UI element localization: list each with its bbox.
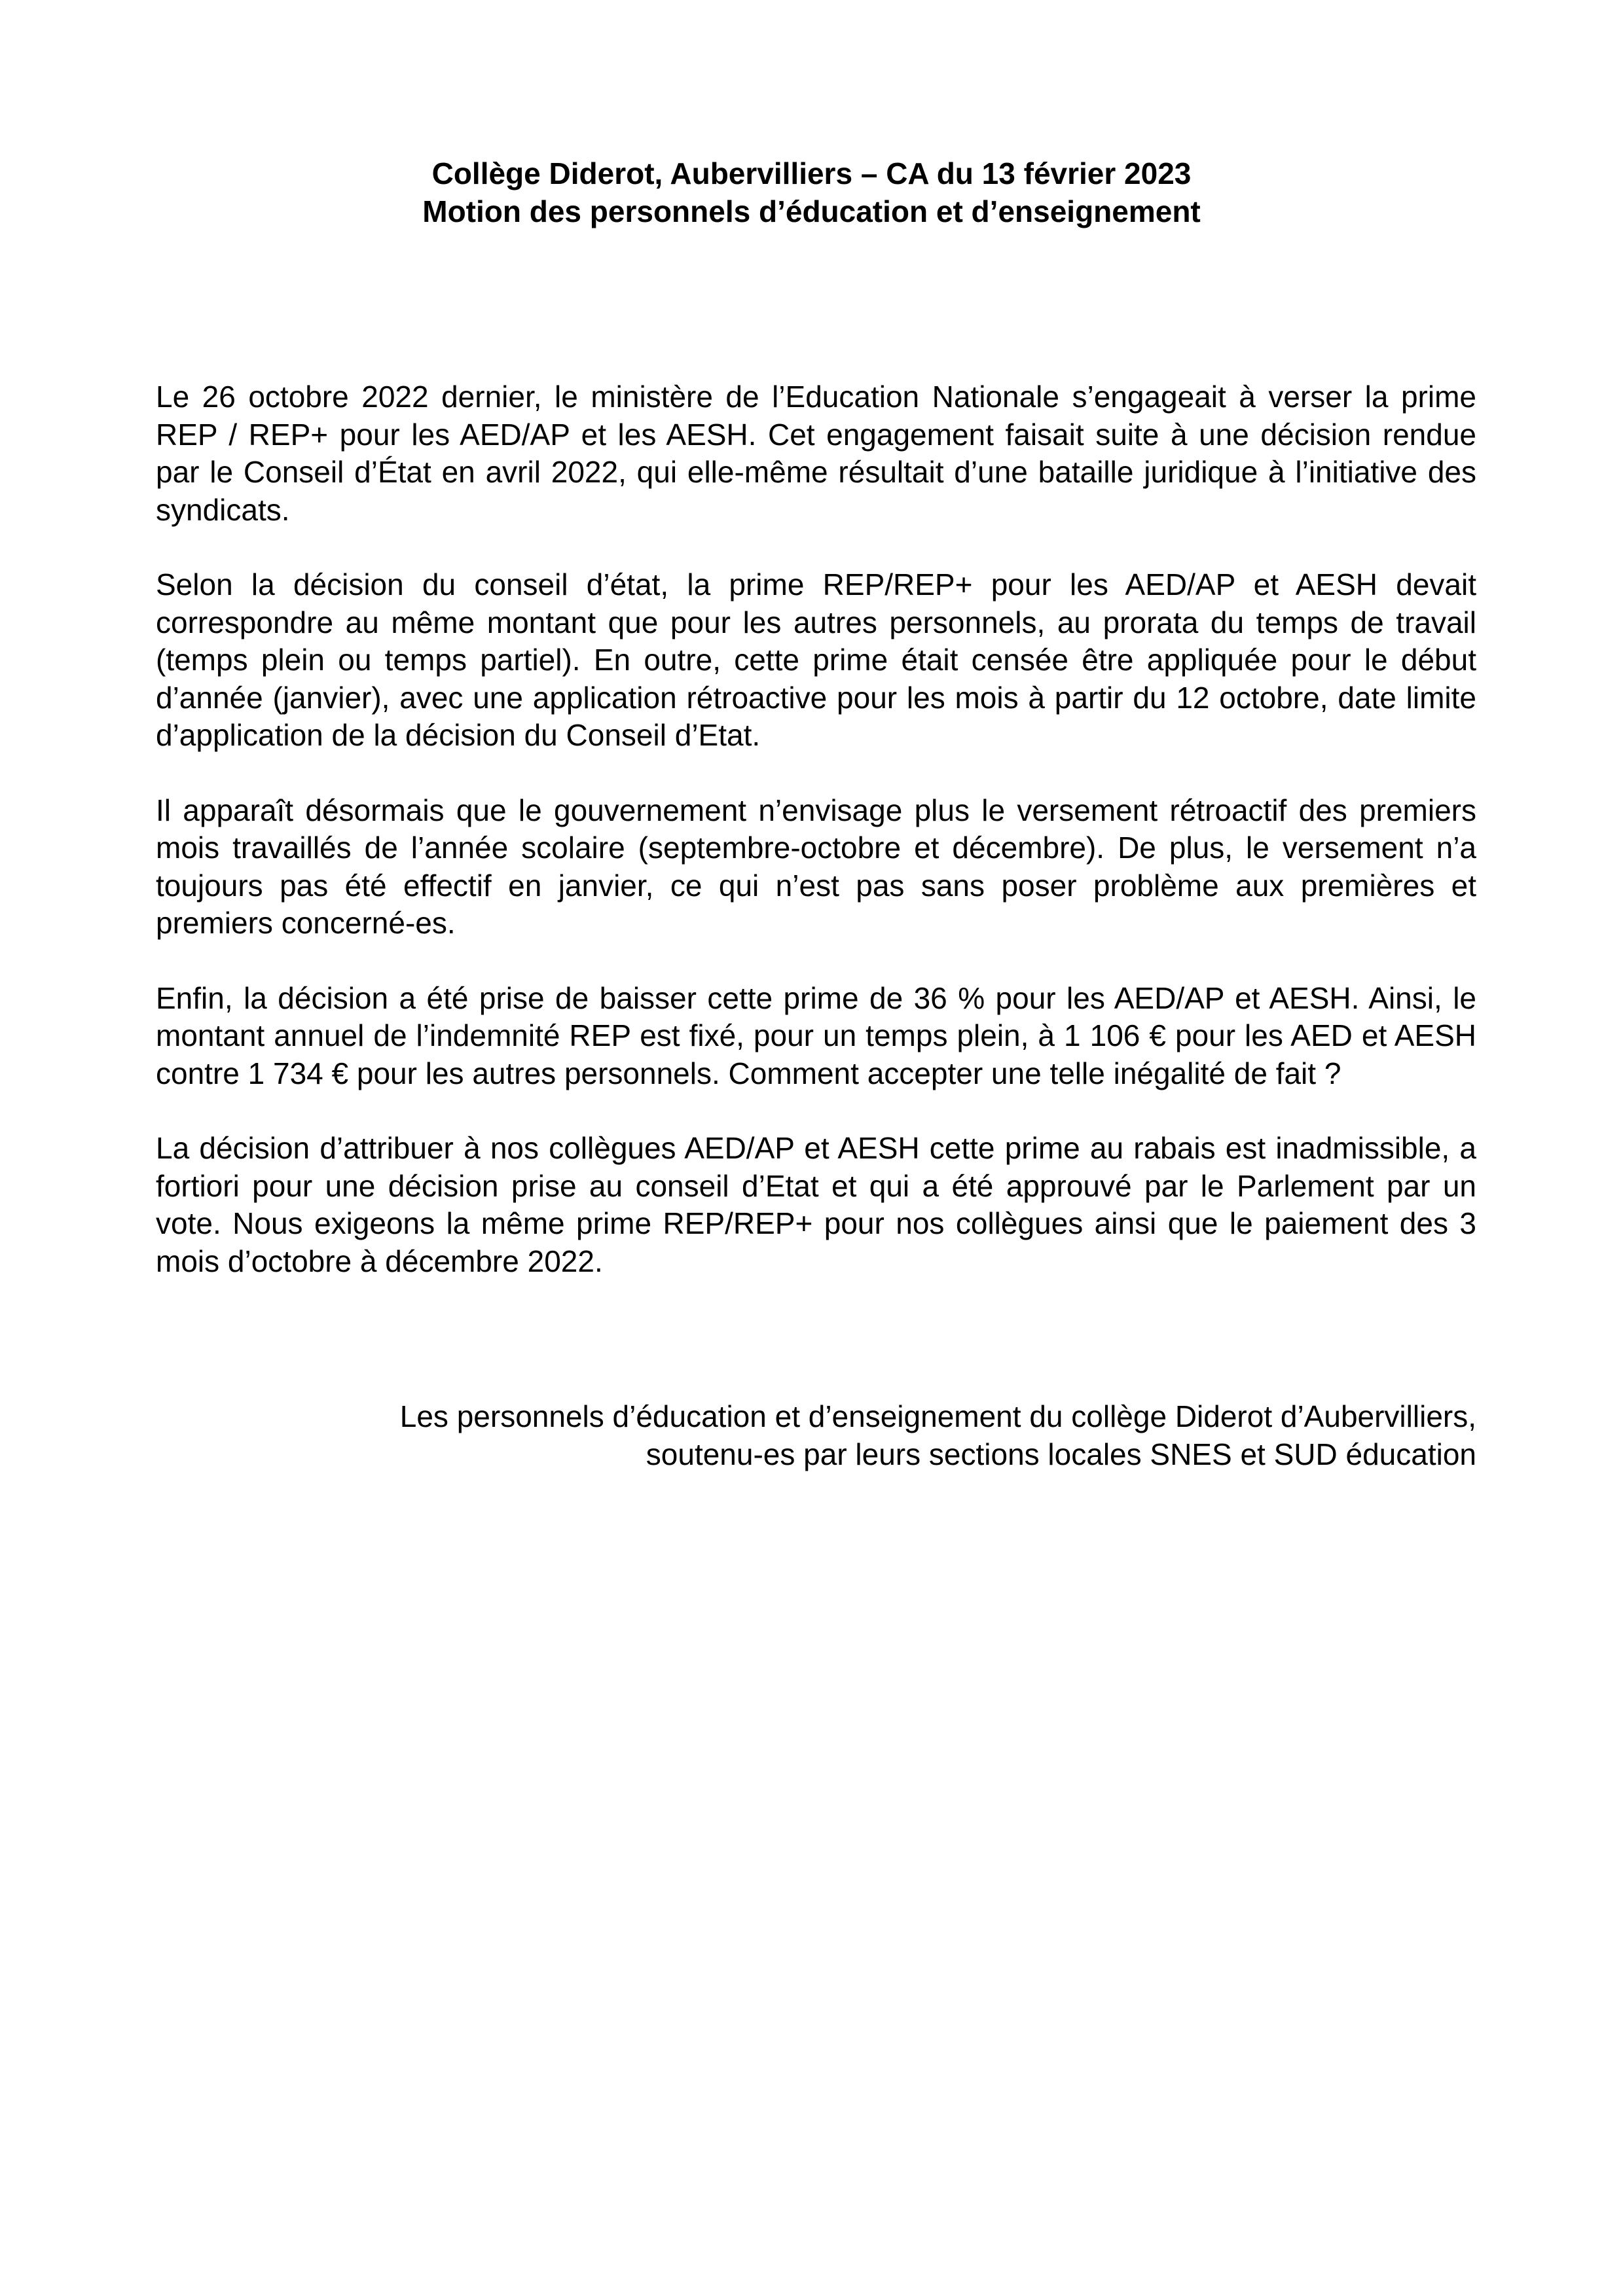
body-paragraph-4: Enfin, la décision a été prise de baisser cette prime de 36 % pour les AED/AP et AESH. Ainsi, le montant annuel de l’indemnité REP est fixé, pour un temps plein, à 1 106 € pour les AED et AESH contre 1 734 € pour les autres personnels. Comment accepter une telle inégalité de fait ? <box>156 980 1476 1090</box>
signature-line-2: soutenu-es par leurs sections locales SNES et SUD éducation <box>646 1437 1476 1471</box>
body-paragraph-1: Le 26 octobre 2022 dernier, le ministère de l’Education Nationale s’engageait à verser la prime REP / REP+ pour les AED/AP et les AESH. Cet engagement faisait suite à une décision rendue par le Conseil d’État en avril 2022, qui elle-même résultait d’une bataille juridique à l’initiative des syndicats. <box>156 380 1476 527</box>
signature-block <box>156 1397 1476 1473</box>
body-paragraph-2: Selon la décision du conseil d’état, la prime REP/REP+ pour les AED/AP et AESH devait correspondre au même montant que pour les autres personnels, au prorata du temps de travail (temps plein ou temps partiel). En outre, cette prime était censée être appliquée pour le début d’année (janvier), avec une application rétroactive pour les mois à partir du 12 octobre, date limite d’application de la décision du Conseil d’Etat. <box>156 567 1476 752</box>
body-paragraph-5: La décision d’attribuer à nos collègues AED/AP et AESH cette prime au rabais est inadmissible, a fortiori pour une décision prise au conseil d’Etat et qui a été approuvé par le Parlement par un vote. Nous exigeons la même prime REP/REP+ pour nos collègues ainsi que le paiement des 3 mois d’octobre à décembre 2022. <box>156 1131 1476 1278</box>
header-title-line-2: Motion des personnels d’éducation et d’enseignement <box>422 194 1201 228</box>
header-title-line-1: Collège Diderot, Aubervilliers – CA du 13 février 2023 <box>431 156 1192 190</box>
body-paragraph-3: Il apparaît désormais que le gouvernement n’envisage plus le versement rétroactif des premiers mois travaillés de l’année scolaire (septembre-octobre et décembre). De plus, le versement n’a toujours pas été effectif en janvier, ce qui n’est pas sans poser problème aux premières et premiers concerné-es. <box>156 793 1476 940</box>
signature-line-1: Les personnels d’éducation et d’enseignement du collège Diderot d’Aubervilliers, <box>399 1399 1476 1433</box>
document-header <box>0 154 1623 230</box>
motion-body <box>156 378 1476 1318</box>
